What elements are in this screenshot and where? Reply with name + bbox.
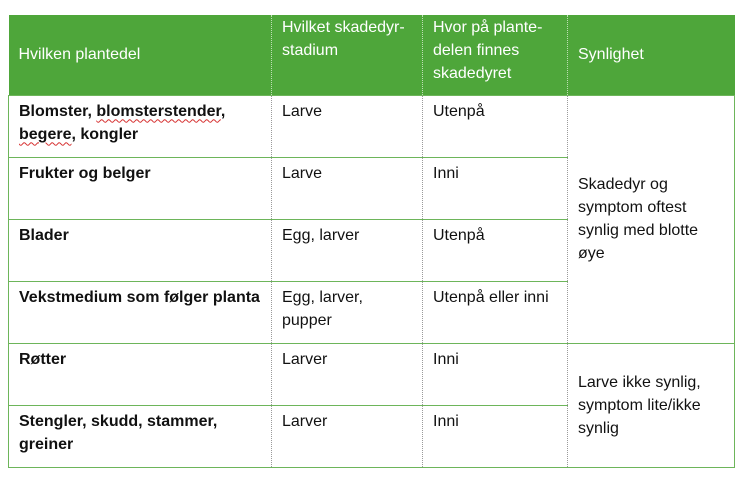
cell-location: Utenpå eller inni (423, 281, 568, 343)
cell-plant-part (9, 95, 272, 157)
header-plant-part: Hvilken plantedel (9, 15, 272, 95)
cell-location: Inni (423, 343, 568, 405)
plant-part-text: , kongler (71, 125, 139, 143)
spellcheck-word: begere (19, 125, 72, 143)
cell-plant-part: Frukter og belger (9, 157, 272, 219)
header-visibility: Synlighet (568, 15, 735, 95)
cell-location: Inni (423, 405, 568, 467)
spellcheck-word: blomsterstender (96, 102, 221, 120)
cell-plant-part: Røtter (9, 343, 272, 405)
cell-stage: Larver (272, 405, 423, 467)
table-row (9, 95, 735, 157)
cell-plant-part: Stengler, skudd, stammer, greiner (9, 405, 272, 467)
header-row (9, 15, 735, 95)
cell-visibility: Skadedyr og symptom oftest synlig med blotte øye (568, 95, 735, 343)
pest-table (8, 15, 735, 468)
header-location: Hvor på plante-delen finnes skadedyret (423, 15, 568, 95)
cell-visibility: Larve ikke synlig, symptom lite/ikke synlig (568, 343, 735, 467)
plant-part-text: Blomster, (19, 102, 97, 120)
table-row (9, 343, 735, 405)
cell-stage: Larve (272, 95, 423, 157)
cell-plant-part: Blader (9, 219, 272, 281)
cell-location: Utenpå (423, 219, 568, 281)
cell-stage: Larve (272, 157, 423, 219)
header-pest-stage: Hvilket skadedyr-stadium (272, 15, 423, 95)
cell-location: Inni (423, 157, 568, 219)
cell-plant-part: Vekstmedium som følger planta (9, 281, 272, 343)
plant-part-text: , (220, 102, 226, 120)
cell-stage: Larver (272, 343, 423, 405)
cell-stage: Egg, larver (272, 219, 423, 281)
cell-location: Utenpå (423, 95, 568, 157)
cell-stage: Egg, larver, pupper (272, 281, 423, 343)
